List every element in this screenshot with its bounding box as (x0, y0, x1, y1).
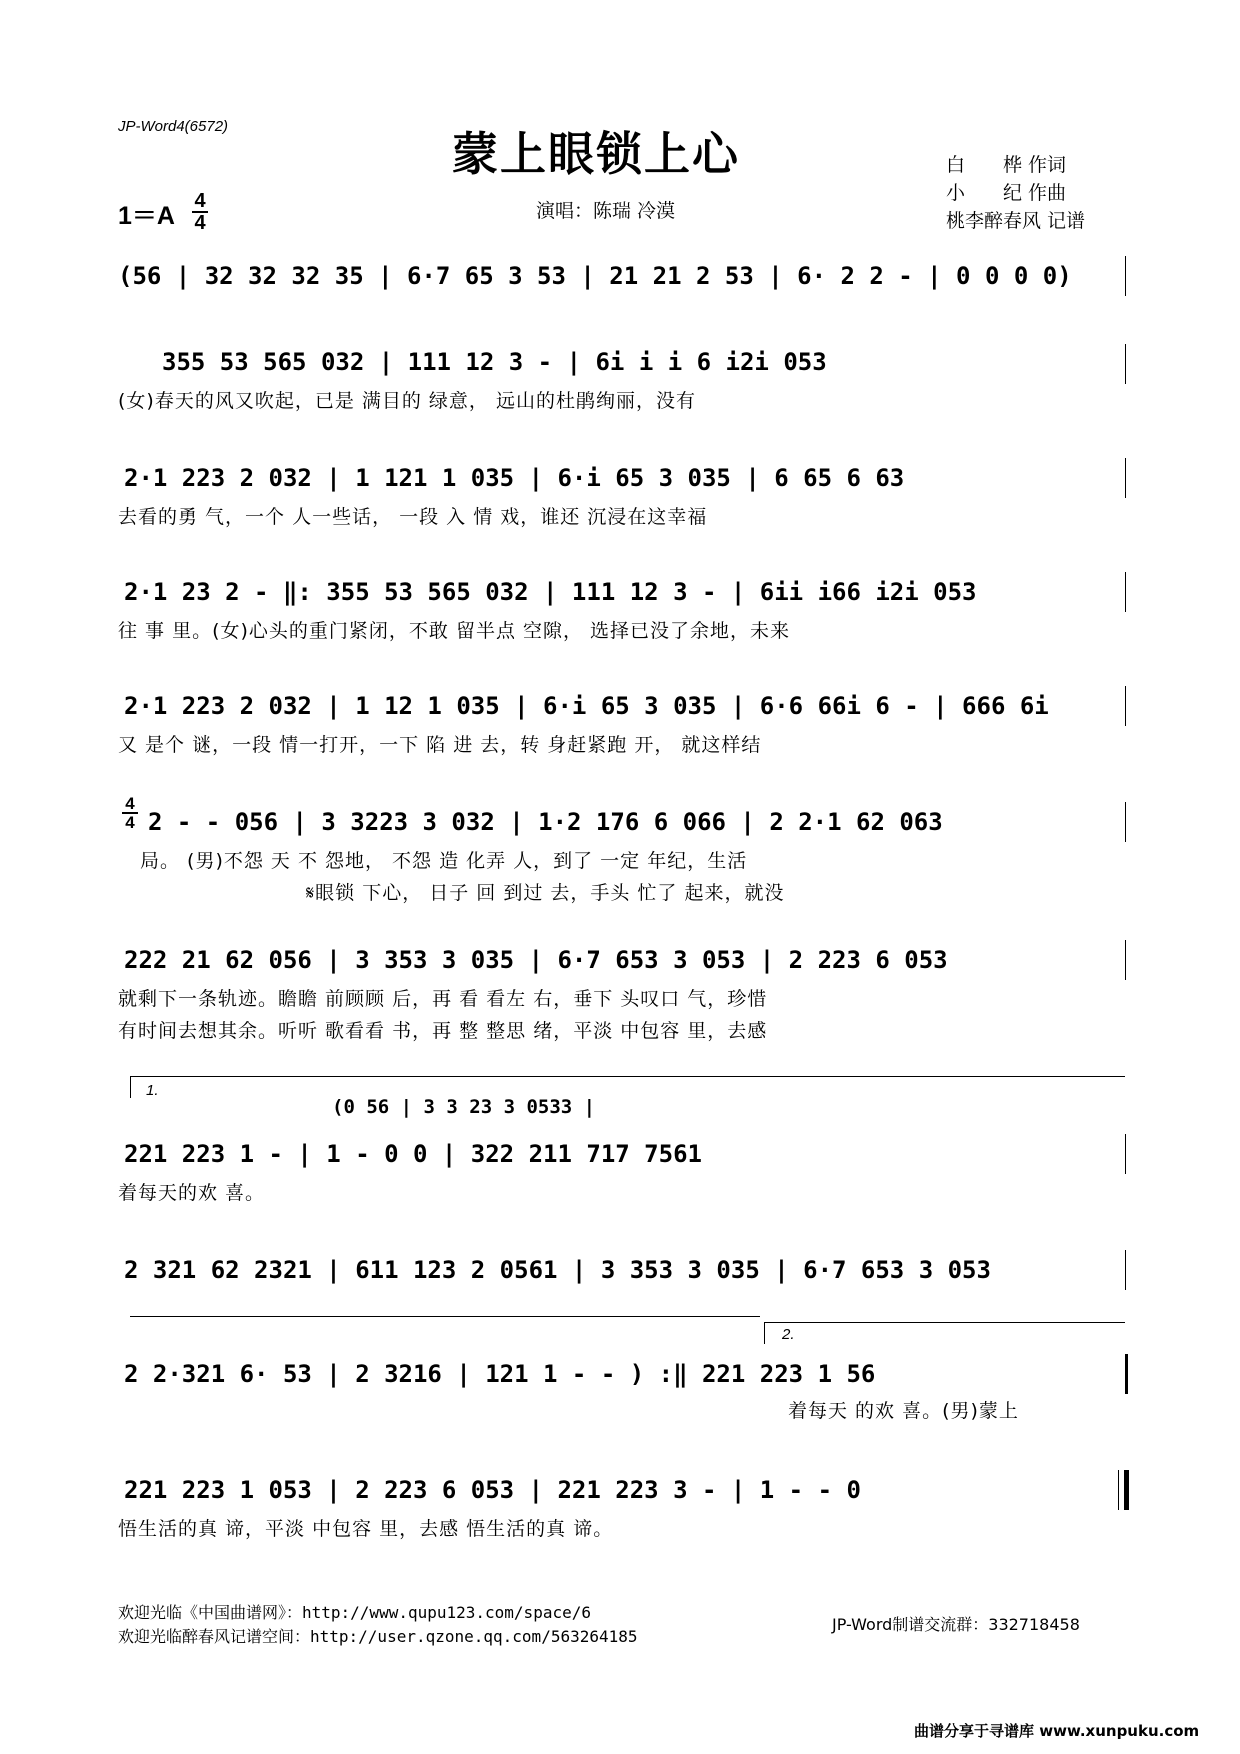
watermark-brand: 曲谱分享于寻谱库 www.xunpuku.com (914, 1722, 1200, 1740)
barline (1125, 344, 1126, 384)
double-barline (1125, 1354, 1128, 1394)
score-row-8: 2 321 62 2321 | 611 123 2 0561 | 3 353 3 035 | 6·7 653 3 053 (124, 1256, 991, 1284)
cue-notes: (0 56 | 3 3 23 3 0533 | (332, 1096, 596, 1118)
score-row-3: 2·1 23 2 - ‖: 355 53 565 032 | 111 12 3 - | 6ii i66 i2i 053 (124, 578, 977, 606)
first-ending-bracket-cont (130, 1316, 760, 1317)
footer-link-2[interactable]: 欢迎光临醉春风记谱空间：http://user.qzone.qq.com/563264185 (118, 1627, 638, 1646)
time-signature-change: 4 4 (122, 796, 138, 830)
transcriber-credit: 桃李醉春风 记谱 (946, 210, 1086, 232)
score-row-1: 355 53 565 032 | 111 12 3 - | 6i i i 6 i2i 053 (162, 348, 827, 376)
score-row-2: 2·1 223 2 032 | 1 121 1 035 | 6·i 65 3 035 | 6 65 6 63 (124, 464, 905, 492)
lyric-row-2: 去看的勇 气，一个 人一些话， 一段 入 情 戏，谁还 沉浸在这幸福 (118, 506, 708, 528)
time-denominator: 4 (194, 212, 206, 234)
time-numerator: 4 (194, 190, 206, 212)
time-signature (192, 192, 208, 232)
software-label: JP-Word4(6572) (118, 118, 229, 135)
lyric-row-5: 局。 (男)不怨 天 不 怨地， 不怨 造 化弄 人，到了 一定 年纪，生活 (140, 850, 748, 872)
lyric-row-6: 就剩下一条轨迹。瞻瞻 前顾顾 后，再 看 看左 右，垂下 头叹口 气，珍惜 (118, 988, 768, 1010)
footer-link-1[interactable]: 欢迎光临《中国曲谱网》：http://www.qupu123.com/space/6 (118, 1603, 591, 1622)
score-row-7: 221 223 1 - | 1 - 0 0 | 322 211 717 7561 (124, 1140, 702, 1168)
singer-credit: 演唱：陈瑞 冷漠 (536, 200, 676, 222)
barline (1125, 572, 1126, 612)
first-ending-bracket-start (130, 1076, 131, 1098)
score-row-6: 222 21 62 056 | 3 353 3 035 | 6·7 653 3 053 | 2 223 6 053 (124, 946, 948, 974)
footer-group: JP-Word制谱交流群：332718458 (832, 1615, 1080, 1634)
barline (1125, 1134, 1126, 1174)
score-row-4: 2·1 223 2 032 | 1 12 1 035 | 6·i 65 3 035 | 6·6 66i 6 - | 666 6i (124, 692, 1049, 720)
second-ending-bracket (764, 1322, 1125, 1323)
first-ending-bracket (130, 1076, 1125, 1077)
barline (1125, 1250, 1126, 1290)
score-row-5: 2 - - 056 | 3 3223 3 032 | 1·2 176 6 066 | 2 2·1 62 063 (148, 808, 943, 836)
composer-credit: 小 纪 作曲 (946, 182, 1067, 204)
lyric-row-4: 又 是个 谜，一段 情一打开，一下 陷 进 去，转 身赶紧跑 开， 就这样结 (118, 734, 762, 756)
lyric-row-3: 往 事 里。(女)心头的重门紧闭，不敢 留半点 空隙， 选择已没了余地，未来 (118, 620, 791, 642)
lyric-row-1: (女)春天的风又吹起，已是 满目的 绿意， 远山的杜鹃绚丽，没有 (118, 390, 696, 412)
barline (1125, 458, 1126, 498)
score-row-9: 2 2·321 6· 53 | 2 3216 | 121 1 - - ) :‖ 221 223 1 56 (124, 1360, 876, 1388)
final-barline-thick (1124, 1470, 1129, 1510)
lyric-row-5-verse2: 𝄋眼锁 下心， 日子 回 到过 去，手头 忙了 起来，就没 (306, 882, 785, 904)
barline (1125, 256, 1126, 296)
barline (1125, 940, 1126, 980)
lyric-row-10: 悟生活的真 谛，平淡 中包容 里，去感 悟生活的真 谛。 (118, 1518, 614, 1540)
lyric-row-7: 着每天的欢 喜。 (118, 1182, 266, 1204)
second-ending-bracket-start (764, 1322, 765, 1344)
barline (1125, 802, 1126, 842)
lyric-row-9: 着每天 的欢 喜。(男)蒙上 (788, 1400, 1019, 1422)
second-ending-label: 2. (782, 1326, 795, 1343)
lyric-row-6-verse2: 有时间去想其余。听听 歌看看 书，再 整 整思 绪，平淡 中包容 里，去感 (118, 1020, 768, 1042)
score-row-10: 221 223 1 053 | 2 223 6 053 | 221 223 3 - | 1 - - 0 (124, 1476, 861, 1504)
final-barline-thin (1118, 1470, 1119, 1510)
lyricist-credit: 白 桦 作词 (946, 154, 1067, 176)
first-ending-label: 1. (146, 1082, 159, 1099)
barline (1125, 686, 1126, 726)
song-title: 蒙上眼锁上心 (452, 127, 740, 181)
key-signature: 1＝A (118, 202, 175, 230)
score-row-intro: (56 | 32 32 32 35 | 6·7 65 3 53 | 21 21 2 53 | 6· 2 2 - | 0 0 0 0) (118, 262, 1072, 290)
